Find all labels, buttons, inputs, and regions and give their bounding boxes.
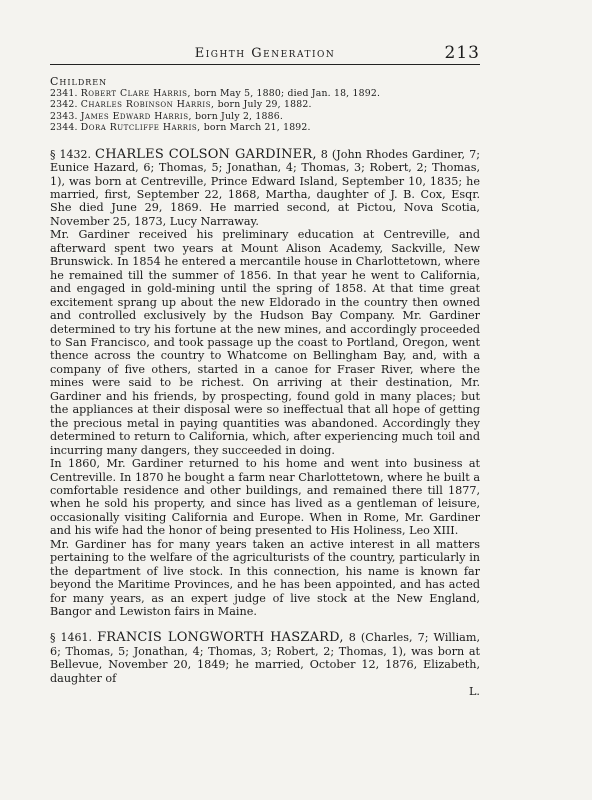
person-name: FRANCIS LONGWORTH HASZARD, [97, 630, 344, 646]
catchword: L. [469, 685, 480, 699]
genealogy-entry-1461 [50, 631, 480, 698]
children-heading: Children [50, 75, 108, 88]
child-entry [50, 111, 480, 122]
biography-paragraph: Mr. Gardiner received his preliminary education at Centreville, and afterward spent two years at Mount Alison Academy, Sackville, New Brunswick. In 1854 he entered a mercantile house in Charlottetown, where he remained till the summer of 1856. In that year he went to California, and engaged in gold-mining until the spring of 1858. At that time great excitement sprang up about the new Eldorado in the country then owned and controlled exclusively by the Hudson Bay Company. Mr. Gardiner determined to try his fortune at the new mines, and accordingly proceeded to San Francisco, and took passage up the coast to Portland, Oregon, went thence across the country to Whatcome on Bellingham Bay, and, with a company of five others, started in a canoe for Fraser River, where the mines were said to be richest. On arriving at their destination, Mr. Gardiner and his friends, by prospecting, found gold in many places; but the appliances at their disposal were so ineffectual that all hope of getting the precious metal in paying quantities was abandoned. Accordingly they determined to return to California, which, after experiencing much toil and incurring many dangers, they succeeded in doing. [50, 228, 480, 457]
children-list [50, 88, 480, 134]
genealogy-entry-1432 [50, 148, 480, 619]
section-number: § 1432. [50, 147, 91, 161]
document-page [50, 44, 480, 698]
child-number: 2343. [50, 110, 78, 122]
child-number: 2344. [50, 122, 78, 134]
child-details: born May 5, 1880; died Jan. 18, 1892. [190, 88, 381, 99]
person-name: CHARLES COLSON GARDINER, [95, 146, 317, 162]
child-details: born March 21, 1892. [200, 122, 311, 134]
page-number: 213 [444, 43, 480, 63]
section-number: § 1461. [50, 631, 92, 645]
biography-paragraph: In 1860, Mr. Gardiner returned to his home and went into business at Centreville. In 1870 he bought a farm near Charlottetown, where he built a comfortable residence and other buildings, and remained there till 1877, when he sold his property, and since has lived as a gentleman of leisure, occasionally visiting California and Europe. When in Rome, Mr. Gardiner and his wife had the honor of being presented to His Holiness, Leo XIII. [50, 457, 480, 538]
entry-intro-paragraph [50, 631, 480, 685]
running-header [50, 44, 480, 65]
biography-paragraph: Mr. Gardiner has for many years taken an active interest in all matters pertaining to the welfare of the agriculturists of the country, particularly in the department of live stock. In this connection, his name is known far beyond the Maritime Provinces, and he has been appointed, and has acted for many years, as an expert judge of live stock at the New England, Bangor and Lewiston fairs in Maine. [50, 537, 480, 619]
child-name: James Edward Harris, [80, 110, 192, 122]
child-entry [50, 99, 480, 110]
child-name: Dora Rutcliffe Harris, [80, 122, 201, 134]
child-number: 2342. [50, 99, 78, 111]
lineage-text: 8 (Charles, 7; William, 6; Thomas, 5; Jonathan, 4; Thomas, 3; Robert, 2; Thomas, 1), was born at Bellevue, November 20, 1849; he married, October 12, 1876, Elizabeth, daughter of [50, 631, 481, 685]
child-details: born July 29, 1882. [214, 99, 312, 111]
child-entry [50, 122, 480, 133]
child-name: Charles Robinson Harris, [80, 99, 215, 111]
child-entry [50, 88, 480, 99]
child-details: born July 2, 1886. [191, 110, 283, 122]
chapter-title: Eighth Generation [194, 46, 336, 61]
child-number: 2341. [50, 88, 78, 99]
lineage-text: 8 (John Rhodes Gardiner, 7; Eunice Hazard, 6; Thomas, 5; Jonathan, 4; Thomas, 3; Robert, 2; Thomas, 1), was born at Centreville, Prince Edward Island, September 10, 1835; he married, first, September 22, 1868, Martha, daughter of J. B. Cox, Esqr. She died June 29, 1869. He married second, at Pictou, Nova Scotia, November 25, 1873, Lucy Narraway. [50, 147, 480, 228]
entry-intro-paragraph [50, 148, 480, 229]
child-name: Robert Clare Harris, [80, 88, 191, 99]
